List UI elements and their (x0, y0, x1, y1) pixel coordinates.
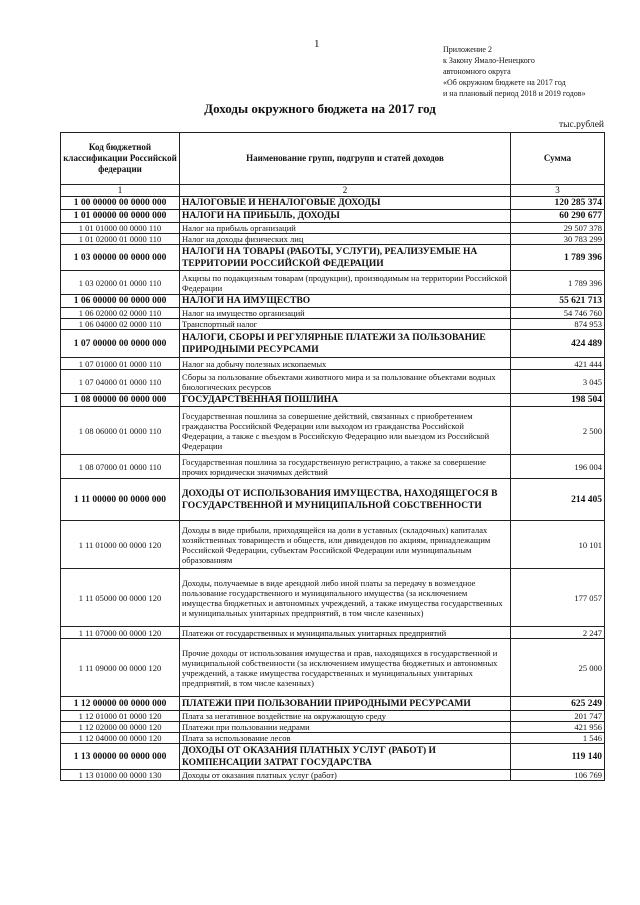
budget-code: 1 00 00000 00 0000 000 (61, 197, 180, 210)
appendix-line: «Об окружном бюджете на 2017 год (443, 78, 566, 87)
revenue-amount: 214 405 (511, 479, 605, 521)
budget-code: 1 11 01000 00 0000 120 (61, 521, 180, 569)
budget-code: 1 13 00000 00 0000 000 (61, 744, 180, 770)
budget-code: 1 07 00000 00 0000 000 (61, 330, 180, 358)
column-number: 2 (180, 185, 511, 197)
column-number: 3 (511, 185, 605, 197)
table-row (61, 744, 605, 770)
budget-code: 1 11 07000 00 0000 120 (61, 627, 180, 639)
budget-code: 1 12 02000 00 0000 120 (61, 722, 180, 733)
budget-code: 1 03 00000 00 0000 000 (61, 245, 180, 271)
revenue-name: Платежи от государственных и муниципальных унитарных предприятий (180, 627, 511, 639)
revenue-name: Плата за негативное воздействие на окружающую среду (180, 711, 511, 722)
budget-code: 1 07 04000 01 0000 110 (61, 370, 180, 394)
revenue-amount: 25 000 (511, 639, 605, 697)
appendix-line: к Закону Ямало-Ненецкого (443, 56, 535, 65)
table-row (61, 245, 605, 271)
revenue-name: Платежи при пользовании недрами (180, 722, 511, 733)
revenue-name: ГОСУДАРСТВЕННАЯ ПОШЛИНА (180, 394, 511, 407)
revenue-amount: 1 789 396 (511, 245, 605, 271)
budget-code: 1 03 02000 01 0000 110 (61, 271, 180, 295)
table-row (61, 358, 605, 370)
table-row (61, 639, 605, 697)
revenue-name: Акцизы по подакцизным товарам (продукции), производимым на территории Российской Федерации (180, 271, 511, 295)
revenue-amount: 874 953 (511, 319, 605, 330)
revenue-amount: 1 789 396 (511, 271, 605, 295)
revenue-amount: 198 504 (511, 394, 605, 407)
table-row (61, 394, 605, 407)
revenue-name: Государственная пошлина за совершение действий, связанных с приобретением гражданства Российской Федерации или выходом из гражданства Российской Федерации, а также с въездом в Российскую Федерацию или выездом из Российской Федерации (180, 407, 511, 455)
budget-code: 1 11 00000 00 0000 000 (61, 479, 180, 521)
table-row (61, 308, 605, 319)
revenue-amount: 201 747 (511, 711, 605, 722)
header-code: Код бюджетной классификации Российской федерации (61, 133, 180, 185)
revenue-amount: 2 247 (511, 627, 605, 639)
revenue-amount: 421 444 (511, 358, 605, 370)
revenue-name: НАЛОГИ НА ПРИБЫЛЬ, ДОХОДЫ (180, 210, 511, 223)
revenue-amount: 424 489 (511, 330, 605, 358)
appendix-line: Приложение 2 (443, 45, 492, 54)
budget-code: 1 08 07000 01 0000 110 (61, 455, 180, 479)
table-row (61, 319, 605, 330)
revenue-amount: 60 290 677 (511, 210, 605, 223)
revenue-amount: 30 783 299 (511, 234, 605, 245)
budget-code: 1 06 04000 02 0000 110 (61, 319, 180, 330)
revenue-name: Транспортный налог (180, 319, 511, 330)
revenue-amount: 54 746 760 (511, 308, 605, 319)
header-name: Наименование групп, подгрупп и статей доходов (180, 133, 511, 185)
appendix-note (443, 44, 633, 99)
budget-code: 1 12 00000 00 0000 000 (61, 697, 180, 711)
budget-code: 1 01 01000 00 0000 110 (61, 223, 180, 234)
revenue-name: ДОХОДЫ ОТ ИСПОЛЬЗОВАНИЯ ИМУЩЕСТВА, НАХОДЯЩЕГОСЯ В ГОСУДАРСТВЕННОЙ И МУНИЦИПАЛЬНОЙ СОБСТВЕННОСТИ (180, 479, 511, 521)
table-row (61, 479, 605, 521)
table-row (61, 271, 605, 295)
table-row (61, 330, 605, 358)
table-row (61, 569, 605, 627)
table-row (61, 370, 605, 394)
table-row (61, 521, 605, 569)
appendix-line: и на плановый период 2018 и 2019 годов» (443, 89, 586, 98)
revenue-amount: 106 769 (511, 770, 605, 781)
budget-code: 1 08 06000 01 0000 110 (61, 407, 180, 455)
table-row (61, 407, 605, 455)
revenue-amount: 177 057 (511, 569, 605, 627)
table-row (61, 295, 605, 308)
revenue-name: Налог на прибыль организаций (180, 223, 511, 234)
budget-code: 1 01 02000 01 0000 110 (61, 234, 180, 245)
table-row (61, 223, 605, 234)
revenue-name: Прочие доходы от использования имущества и прав, находящихся в государственной и муниципальной собственности (за исключением имущества бюджетных и автономных учреждений, а также имущества государственных и муниципальных унитарных предприятий, в том числе казенных) (180, 639, 511, 697)
revenue-name: Доходы, получаемые в виде арендной либо иной платы за передачу в возмездное пользование государственного и муниципального имущества (за исключением имущества бюджетных и автономных учреждений, а также имущества государственных и муниципальных унитарных предприятий, в том числе казенных) (180, 569, 511, 627)
revenue-name: Сборы за пользование объектами животного мира и за пользование объектами водных биологических ресурсов (180, 370, 511, 394)
revenue-amount: 421 956 (511, 722, 605, 733)
revenue-name: Налог на имущество организаций (180, 308, 511, 319)
revenue-amount: 29 507 378 (511, 223, 605, 234)
revenue-name: Налог на доходы физических лиц (180, 234, 511, 245)
revenue-name: НАЛОГИ НА ИМУЩЕСТВО (180, 295, 511, 308)
revenue-amount: 2 500 (511, 407, 605, 455)
revenue-table (60, 132, 605, 781)
revenue-name: Государственная пошлина за государственную регистрацию, а также за совершение прочих юридически значимых действий (180, 455, 511, 479)
budget-code: 1 01 00000 00 0000 000 (61, 210, 180, 223)
revenue-name: Доходы в виде прибыли, приходящейся на доли в уставных (складочных) капиталах хозяйственных товариществ и обществ, или дивидендов по акциям, принадлежащим Российской Федерации, субъектам Российской Федерации или муниципальным образованиям (180, 521, 511, 569)
column-number: 1 (61, 185, 180, 197)
revenue-amount: 625 249 (511, 697, 605, 711)
revenue-amount: 196 004 (511, 455, 605, 479)
table-row (61, 210, 605, 223)
revenue-amount: 10 101 (511, 521, 605, 569)
budget-code: 1 13 01000 00 0000 130 (61, 770, 180, 781)
table-row (61, 455, 605, 479)
budget-code: 1 12 04000 00 0000 120 (61, 733, 180, 744)
page-number: 1 (314, 38, 320, 50)
revenue-name: Плата за использование лесов (180, 733, 511, 744)
revenue-name: НАЛОГИ НА ТОВАРЫ (РАБОТЫ, УСЛУГИ), РЕАЛИЗУЕМЫЕ НА ТЕРРИТОРИИ РОССИЙСКОЙ ФЕДЕРАЦИИ (180, 245, 511, 271)
table-row (61, 770, 605, 781)
document-title: Доходы окружного бюджета на 2017 год (204, 101, 436, 116)
revenue-amount: 55 621 713 (511, 295, 605, 308)
table-row (61, 697, 605, 711)
table-row (61, 733, 605, 744)
revenue-name: НАЛОГИ, СБОРЫ И РЕГУЛЯРНЫЕ ПЛАТЕЖИ ЗА ПОЛЬЗОВАНИЕ ПРИРОДНЫМИ РЕСУРСАМИ (180, 330, 511, 358)
budget-code: 1 12 01000 01 0000 120 (61, 711, 180, 722)
table-row (61, 711, 605, 722)
header-amount: Сумма (511, 133, 605, 185)
table-row (61, 197, 605, 210)
budget-code: 1 07 01000 01 0000 110 (61, 358, 180, 370)
budget-code: 1 06 02000 02 0000 110 (61, 308, 180, 319)
revenue-amount: 119 140 (511, 744, 605, 770)
units-label: тыс.рублей (558, 120, 604, 130)
revenue-name: Доходы от оказания платных услуг (работ) (180, 770, 511, 781)
table-row (61, 627, 605, 639)
revenue-name: ДОХОДЫ ОТ ОКАЗАНИЯ ПЛАТНЫХ УСЛУГ (РАБОТ) И КОМПЕНСАЦИИ ЗАТРАТ ГОСУДАРСТВА (180, 744, 511, 770)
revenue-name: Налог на добычу полезных ископаемых (180, 358, 511, 370)
revenue-name: ПЛАТЕЖИ ПРИ ПОЛЬЗОВАНИИ ПРИРОДНЫМИ РЕСУРСАМИ (180, 697, 511, 711)
revenue-name: НАЛОГОВЫЕ И НЕНАЛОГОВЫЕ ДОХОДЫ (180, 197, 511, 210)
revenue-amount: 120 285 374 (511, 197, 605, 210)
appendix-line: автономного округа (443, 67, 511, 76)
budget-code: 1 11 09000 00 0000 120 (61, 639, 180, 697)
budget-code: 1 08 00000 00 0000 000 (61, 394, 180, 407)
table-row (61, 234, 605, 245)
budget-code: 1 06 00000 00 0000 000 (61, 295, 180, 308)
table-row (61, 722, 605, 733)
revenue-amount: 3 045 (511, 370, 605, 394)
revenue-amount: 1 546 (511, 733, 605, 744)
budget-code: 1 11 05000 00 0000 120 (61, 569, 180, 627)
